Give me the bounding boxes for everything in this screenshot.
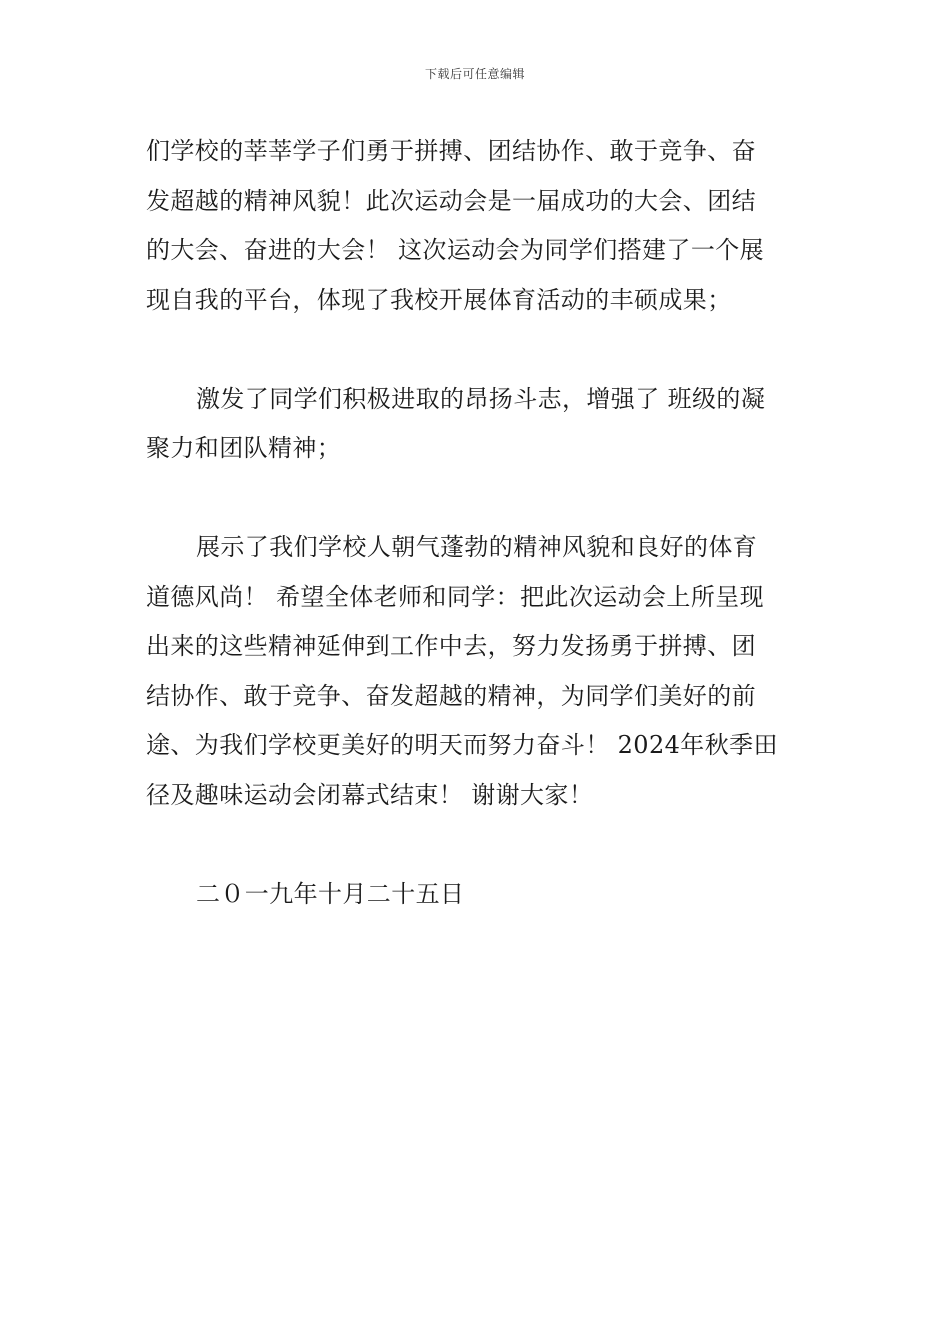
- paragraph-line: 聚力和团队精神；: [146, 434, 342, 462]
- paragraph-line: 现自我的平台，体现了我校开展体育活动的丰硕成果；: [146, 285, 732, 314]
- paragraph-line: 展示了我们学校人朝气蓬勃的精神风貌和良好的体育: [196, 533, 758, 561]
- paragraph-line: 结协作、敢于竞争、奋发超越的精神，为同学们美好的前: [146, 681, 756, 710]
- date-line: [146, 870, 806, 920]
- paragraph-line: 的大会、奋进的大会！ 这次运动会为同学们搭建了一个展: [146, 236, 765, 264]
- paragraph-1: [146, 127, 806, 325]
- paragraph-line: 途、为我们学校更美好的明天而努力奋斗！ 2024年秋季田: [146, 731, 778, 759]
- paragraph-3: [146, 523, 806, 820]
- paragraph-line: 径及趣味运动会闭幕式结束！ 谢谢大家！: [146, 780, 594, 809]
- paragraph-line: 激发了同学们积极进取的昂扬斗志，增强了 班级的凝: [196, 384, 766, 413]
- header-note: 下载后可任意编辑: [424, 67, 525, 81]
- paragraph-line: 出来的这些精神延伸到工作中去，努力发扬勇于拼搏、团: [146, 632, 756, 660]
- paragraph-line: 们学校的莘莘学子们勇于拼搏、团结协作、敢于竞争、奋: [146, 137, 756, 165]
- body-text: [146, 127, 806, 919]
- paragraph-line: 发超越的精神风貌！此次运动会是一届成功的大会、团结: [146, 186, 756, 215]
- paragraph-2: [146, 375, 806, 474]
- paragraph-line: 道德风尚！ 希望全体老师和同学：把此次运动会上所呈现: [146, 582, 765, 611]
- date-text: 二０一九年十月二十五日: [196, 879, 465, 908]
